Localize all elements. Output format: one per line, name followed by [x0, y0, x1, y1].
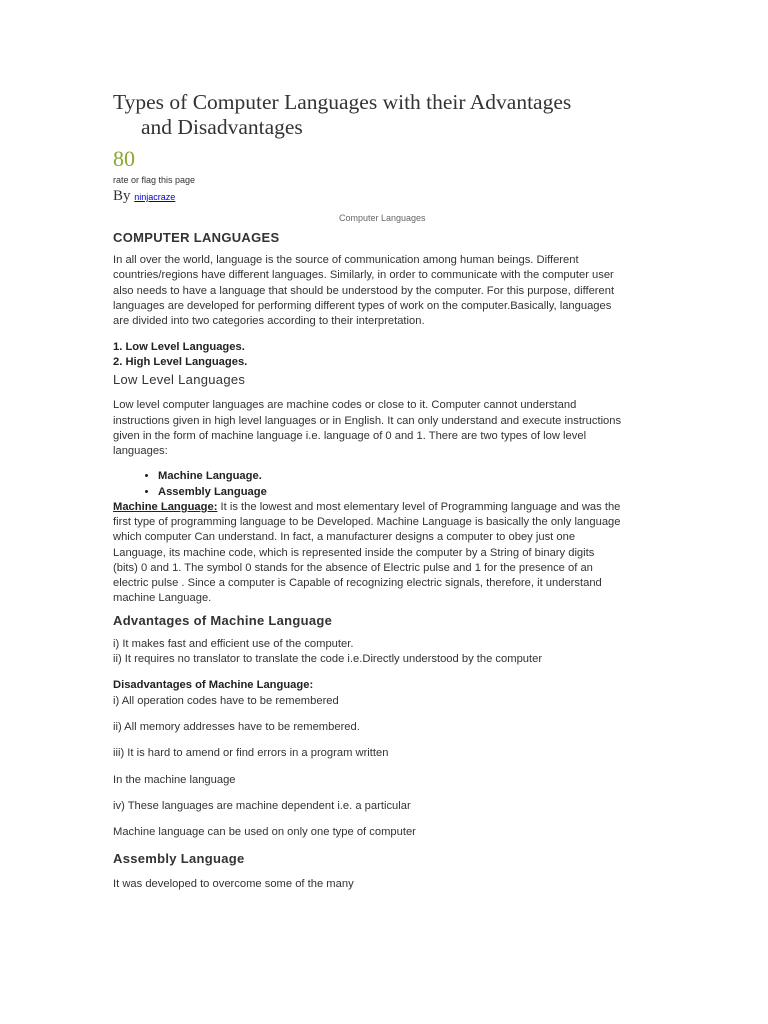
low-level-line: instructions given in high level languages or in English. It can only understand and execute instructions [113, 414, 622, 427]
machine-language-lead: Machine Language: [113, 500, 218, 513]
low-level-line: languages: [113, 445, 168, 458]
category-high-level: 2. High Level Languages. [113, 356, 248, 369]
paragraph-assembly: It was developed to overcome some of the many [113, 878, 354, 891]
page-title [113, 90, 658, 140]
byline [113, 188, 658, 206]
machine-line: first type of programming language to be Developed. Machine Language is basically the only language [113, 515, 621, 528]
low-level-types-list [113, 468, 658, 500]
intro-line: In all over the world, language is the source of communication among human beings. Different [113, 254, 579, 266]
machine-line: electric pulse . Since a computer is Capable of recognizing electric signals, therefore, it understand [113, 577, 602, 590]
paragraph-low-level [113, 398, 658, 459]
intro-line: countries/regions have different languages. Similarly, in order to communicate with the computer user [113, 269, 614, 282]
heading-disadvantages: Disadvantages of Machine Language: [113, 679, 314, 692]
intro-line: also needs to have a language that should be understood by the computer. For this purpose, different [113, 284, 615, 297]
heading-assembly-language: Assembly Language [113, 851, 245, 867]
disadvantage-item: iv) These languages are machine dependent i.e. a particular [113, 799, 411, 812]
intro-line: are divided into two categories according to their interpretation. [113, 315, 425, 328]
advantage-item: i) It makes fast and efficient use of the computer. [113, 637, 354, 650]
disadvantage-item: Machine language can be used on only one type of computer [113, 826, 416, 839]
advantage-item: ii) It requires no translator to translate the code i.e.Directly understood by the computer [113, 653, 543, 666]
machine-line: which computer Can understand. In fact, a manufacturer designs a computer to obey just one [113, 531, 576, 544]
disadvantage-item: In the machine language [113, 773, 236, 786]
title-line-1: Types of Computer Languages with their Advantages [113, 90, 572, 114]
document-page [113, 90, 658, 893]
title-line-2: and Disadvantages [141, 115, 303, 139]
machine-line: machine Language. [113, 592, 212, 605]
machine-line: It is the lowest and most elementary level of Programming language and was the [217, 500, 621, 513]
rating-score: 80 [113, 146, 135, 171]
image-caption: Computer Languages [339, 213, 426, 223]
heading-low-level-languages: Low Level Languages [113, 372, 246, 388]
disadvantage-item: iii) It is hard to amend or find errors in a program written [113, 747, 389, 760]
intro-line: languages are developed for performing different types of work on the computer.Basically, languages [113, 299, 612, 312]
paragraph-machine-language [113, 500, 658, 607]
author-link[interactable]: ninjacraze [134, 192, 176, 202]
rate-flag-link[interactable]: rate or flag this page [113, 175, 196, 185]
disadvantage-item: ii) All memory addresses have to be remembered. [113, 720, 360, 733]
low-level-line: given in the form of machine language i.e. language of 0 and 1. There are two types of low level [113, 430, 587, 443]
category-low-level: 1. Low Level Languages. [113, 341, 245, 354]
advantages-list [113, 637, 658, 668]
paragraph-intro [113, 253, 658, 329]
low-level-line: Low level computer languages are machine codes or close to it. Computer cannot understand [113, 399, 577, 412]
list-item: • Machine Language. [158, 468, 658, 484]
heading-computer-languages: COMPUTER LANGUAGES [113, 230, 280, 245]
disadvantage-item: i) All operation codes have to be remembered [113, 694, 339, 707]
list-item: • Assembly Language [158, 484, 658, 500]
machine-line: Language, its machine code, which is represented inside the computer by a String of binary digits [113, 546, 595, 559]
machine-line: (bits) 0 and 1. The symbol 0 stands for the absence of Electric pulse and 1 for the presence of an [113, 561, 593, 574]
heading-advantages: Advantages of Machine Language [113, 612, 333, 628]
byline-by: By [113, 188, 131, 204]
